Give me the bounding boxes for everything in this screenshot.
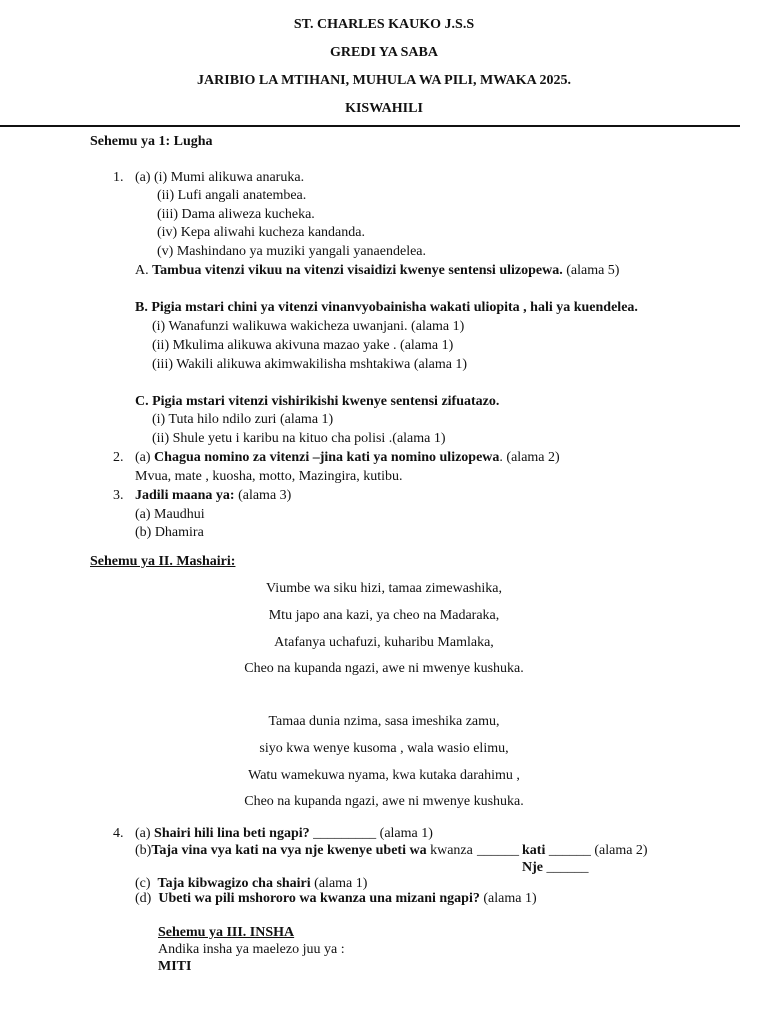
header-divider bbox=[0, 125, 740, 127]
school-name: ST. CHARLES KAUKO J.S.S bbox=[293, 17, 475, 32]
poem-line: Cheo na kupanda ngazi, awe ni mwenye kushuka. bbox=[244, 794, 524, 809]
q4-b-kati-line bbox=[522, 843, 648, 859]
subject-title: KISWAHILI bbox=[345, 101, 423, 116]
essay-instruction: Andika insha ya maelezo juu ya : bbox=[158, 942, 345, 957]
q4-b-nje-label: Nje bbox=[522, 860, 543, 875]
q4-d-label: (d) bbox=[135, 891, 152, 906]
q4-b-kati-label: kati bbox=[522, 843, 546, 858]
q3-line bbox=[135, 488, 291, 504]
q4-d-question: Ubeti wa pili mshororo wa kwanza una mizani ngapi? bbox=[158, 891, 480, 906]
q3-item-b: (b) Dhamira bbox=[135, 525, 204, 540]
q4-c-line bbox=[135, 876, 367, 892]
q3-instruction: Jadili maana ya: bbox=[135, 488, 235, 503]
q1-part-b-item-1: (i) Wanafunzi walikuwa wakicheza uwanjani. (alama 1) bbox=[152, 319, 465, 334]
q2-label: (a) bbox=[135, 450, 151, 465]
q1-a-label: (a) bbox=[135, 170, 151, 185]
q1-part-a bbox=[135, 263, 619, 279]
q4-b-blank-1: ______ bbox=[477, 843, 519, 858]
q4-a-line bbox=[135, 826, 433, 842]
q4-b-blank-2: ______ bbox=[548, 843, 591, 858]
poem-line: Tamaa dunia nzima, sasa imeshika zamu, bbox=[268, 714, 500, 729]
q4-b-nje-line bbox=[522, 860, 589, 876]
section2-title: Sehemu ya II. Mashairi: bbox=[90, 554, 236, 569]
q1-part-b-instruction: B. Pigia mstari chini ya vitenzi vinanvyobainisha wakati uliopita , hali ya kuendelea. bbox=[135, 300, 638, 315]
q4-d-line bbox=[135, 891, 537, 907]
q1-part-c-instruction: C. Pigia mstari vitenzi vishirikishi kwenye sentensi zifuatazo. bbox=[135, 394, 500, 409]
q4-a-question: Shairi hili lina beti ngapi? bbox=[154, 826, 310, 841]
q2-marks: . (alama 2) bbox=[499, 450, 560, 465]
exam-title: JARIBIO LA MTIHANI, MUHULA WA PILI, MWAKA 2025. bbox=[197, 73, 571, 88]
poem-line: Watu wamekuwa nyama, kwa kutaka darahimu , bbox=[248, 768, 520, 783]
q3-number: 3. bbox=[113, 488, 124, 503]
q2-number: 2. bbox=[113, 450, 124, 465]
q4-b-word: kwanza bbox=[430, 843, 473, 858]
q4-d-marks: (alama 1) bbox=[483, 891, 537, 906]
q4-b-marks: (alama 2) bbox=[594, 843, 648, 858]
q4-b-line bbox=[135, 843, 473, 859]
q1-sentence-2: (ii) Lufi angali anatembea. bbox=[157, 188, 307, 203]
grade-title: GREDI YA SABA bbox=[330, 45, 438, 60]
q3-marks: (alama 3) bbox=[238, 488, 292, 503]
q2-line bbox=[135, 450, 560, 466]
poem-line: Atafanya uchafuzi, kuharibu Mamlaka, bbox=[274, 635, 494, 650]
poem-line: siyo kwa wenye kusoma , wala wasio elimu, bbox=[259, 741, 509, 756]
q1-sentence-4: (iv) Kepa aliwahi kucheza kandanda. bbox=[157, 225, 365, 240]
q1-part-c-item-2: (ii) Shule yetu i karibu na kituo cha polisi .(alama 1) bbox=[152, 431, 446, 446]
q1-number: 1. bbox=[113, 170, 124, 185]
q4-c-label: (c) bbox=[135, 876, 151, 891]
q1-part-b-item-2: (ii) Mkulima alikuwa akivuna mazao yake . (alama 1) bbox=[152, 338, 454, 353]
q4-a-marks: (alama 1) bbox=[379, 826, 433, 841]
q2-instruction: Chagua nomino za vitenzi –jina kati ya nomino ulizopewa bbox=[154, 450, 500, 465]
essay-topic: MITI bbox=[158, 959, 192, 974]
q4-c-marks: (alama 1) bbox=[314, 876, 368, 891]
q4-number: 4. bbox=[113, 826, 124, 841]
q3-item-a: (a) Maudhui bbox=[135, 507, 205, 522]
q1-part-a-instruction: Tambua vitenzi vikuu na vitenzi visaidizi kwenye sentensi ulizopewa. bbox=[152, 263, 563, 278]
q4-c-question: Taja kibwagizo cha shairi bbox=[157, 876, 311, 891]
section1-title: Sehemu ya 1: Lugha bbox=[90, 134, 213, 149]
q1-part-b-item-3: (iii) Wakili alikuwa akimwakilisha mshtakiwa (alama 1) bbox=[152, 357, 468, 372]
q1-sentence-3: (iii) Dama aliweza kucheka. bbox=[157, 207, 315, 222]
poem-line: Viumbe wa siku hizi, tamaa zimewashika, bbox=[266, 581, 502, 596]
q4-b-label: (b) bbox=[135, 843, 152, 858]
q4-a-label: (a) bbox=[135, 826, 151, 841]
q4-b-blank-3: ______ bbox=[546, 860, 589, 875]
q1-part-a-marks: (alama 5) bbox=[566, 263, 620, 278]
q1-part-a-label: A. bbox=[135, 263, 149, 278]
section3-title: Sehemu ya III. INSHA bbox=[158, 925, 295, 940]
q4-a-answer-blank: _________ bbox=[313, 826, 377, 841]
q2-word-list: Mvua, mate , kuosha, motto, Mazingira, kutibu. bbox=[135, 469, 403, 484]
poem-line: Cheo na kupanda ngazi, awe ni mwenye kushuka. bbox=[244, 661, 524, 676]
q1-sentence-5: (v) Mashindano ya muziki yangali yanaendelea. bbox=[157, 244, 427, 259]
poem-line: Mtu japo ana kazi, ya cheo na Madaraka, bbox=[268, 608, 500, 623]
q1-part-c-item-1: (i) Tuta hilo ndilo zuri (alama 1) bbox=[152, 412, 334, 427]
q4-b-question: Taja vina vya kati na vya nje kwenye ubeti wa bbox=[151, 843, 427, 858]
q1-sentence-1: (i) Mumi alikuwa anaruka. bbox=[154, 170, 305, 185]
